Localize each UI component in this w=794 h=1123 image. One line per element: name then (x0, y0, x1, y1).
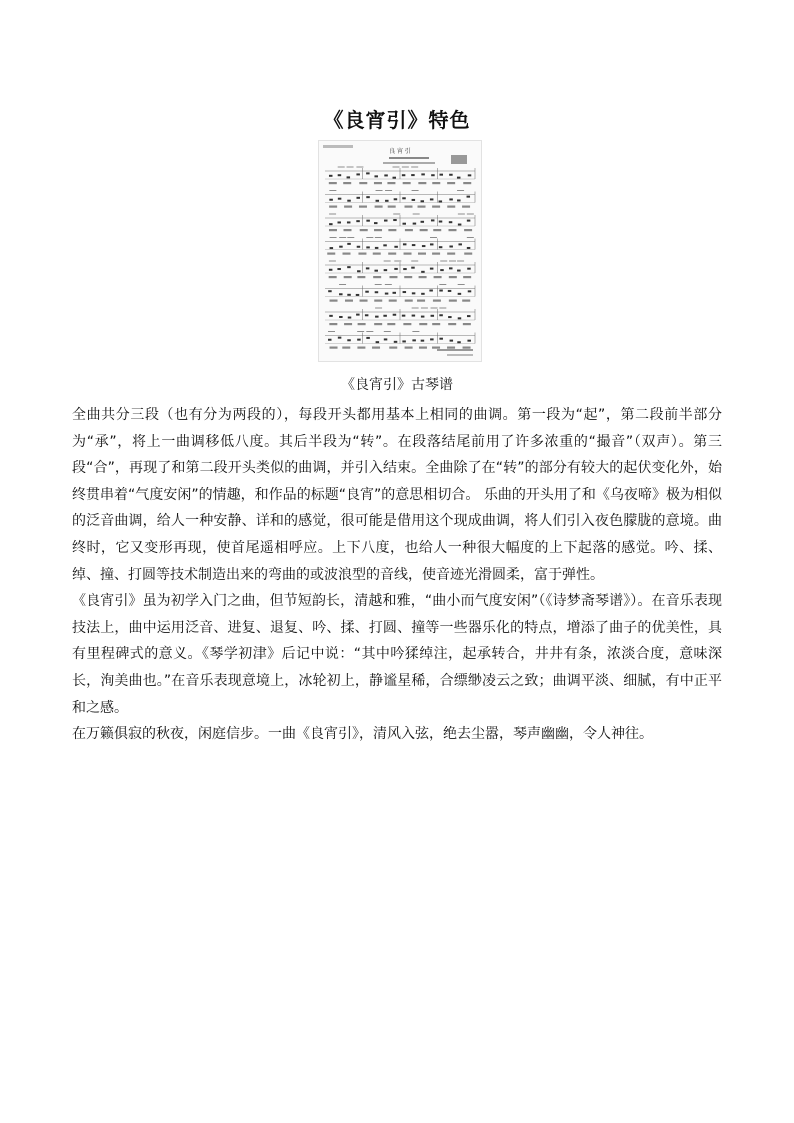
score-note (347, 243, 351, 245)
score-lyric-mark (432, 253, 440, 255)
score-note (366, 220, 370, 222)
score-note (384, 174, 388, 176)
score-note (374, 270, 378, 272)
score-note (439, 290, 443, 292)
score-lyric-mark (327, 253, 335, 255)
score-note (402, 197, 406, 199)
score-lyric-mark (432, 206, 440, 208)
score-note (403, 291, 407, 293)
score-note (468, 174, 472, 176)
score-title: 良 宵 引 (389, 148, 411, 155)
score-note (394, 198, 398, 200)
score-lyric-mark (403, 182, 411, 184)
score-header-mark (451, 155, 467, 164)
score-note (393, 219, 397, 221)
score-lyric-mark (388, 206, 396, 208)
score-note (458, 317, 462, 319)
score-lyric-mark (357, 276, 365, 278)
score-note (394, 268, 398, 270)
score-note (448, 290, 452, 292)
score-note (374, 175, 378, 177)
score-lyric-mark (418, 253, 426, 255)
score-lyric-mark (419, 276, 427, 278)
score-note (356, 197, 360, 199)
score-note (421, 293, 425, 295)
score-lyric-mark (359, 182, 367, 184)
score-note (421, 200, 425, 202)
score-lyric-mark (387, 323, 395, 325)
score-lyric-mark (462, 206, 470, 208)
score-note (402, 340, 406, 342)
score-header-mark (389, 157, 429, 159)
score-lyric-mark (329, 229, 337, 231)
score-note (366, 337, 370, 339)
score-note (366, 172, 370, 174)
score-lyric-mark (372, 347, 380, 349)
score-lyric-mark (405, 300, 413, 302)
score-note (347, 339, 351, 341)
score-lyric-mark (374, 182, 382, 184)
page-title: 《良宵引》特色 (323, 108, 471, 132)
score-note (347, 266, 351, 268)
score-note (403, 223, 407, 225)
score-lyric-mark (448, 323, 456, 325)
score-lyric-mark (420, 229, 428, 231)
score-footer-mark (437, 349, 473, 351)
score-lyric-mark (359, 206, 367, 208)
paragraph-1: 全曲共分三段（也有分为两段的），每段开头都用基本上相同的曲调。第一段为“起”，第二段前半部分为“承”，将上一曲调移低八度。其后半段为“转”。在段落结尾前用了许多浓重的“撮音”（双声）。第三段“合”，再现了和第二段开头类似的曲调，并引入结束。全曲除了在“转”的部分有较大的起伏变化外，始终贯串着“气度安闲”的情趣，和作品的标题“良宵”的意思相切合。 乐曲的开头用了和《乌夜啼》极为相似的泛音曲调，给人一种安静、详和的感觉，很可能是借用这个现成曲调，将人们引入夜色朦胧的意境。曲终时，它又变形再现，使首尾遥相呼应。上下八度，也给人一种很大幅度的上下起落的感觉。吟、揉、绰、撞、打圆等技术制造出来的弯曲的或波浪型的音线，使音迹光滑圆柔，富于弹性。 (72, 407, 722, 583)
score-lyric-mark (449, 276, 457, 278)
score-note (431, 219, 435, 221)
score-lyric-mark (433, 300, 441, 302)
score-lyric-mark (389, 300, 397, 302)
score-note (337, 221, 341, 223)
score-lyric-mark (374, 323, 382, 325)
score-lyric-mark (404, 253, 412, 255)
score-note (376, 200, 380, 202)
score-note (430, 243, 434, 245)
score-lyric-mark (447, 182, 455, 184)
score-lyric-mark (357, 347, 365, 349)
score-lyric-mark (389, 347, 397, 349)
score-lyric-mark (375, 206, 383, 208)
score-header-mark (323, 145, 353, 148)
score-note (458, 293, 462, 295)
score-note (365, 314, 369, 316)
score-lyric-mark (329, 323, 337, 325)
score-note (347, 200, 351, 202)
score-drawing (319, 141, 481, 361)
score-note (357, 270, 361, 272)
score-note (457, 177, 461, 179)
score-note (329, 315, 333, 317)
score-note (449, 267, 453, 269)
score-lyric-mark (405, 229, 413, 231)
score-note (347, 176, 351, 178)
score-note (439, 246, 443, 248)
score-lyric-mark (404, 206, 412, 208)
score-note (449, 245, 453, 247)
score-note (383, 244, 387, 246)
score-note (439, 338, 443, 340)
score-note (394, 246, 398, 248)
score-note (338, 174, 342, 176)
score-note (413, 223, 417, 225)
score-note (431, 315, 435, 317)
score-header-mark (383, 162, 435, 164)
score-lyric-mark (329, 206, 337, 208)
score-note (375, 316, 379, 318)
score-note (385, 293, 389, 295)
score-note (412, 199, 416, 201)
score-note (402, 315, 406, 317)
score-note (402, 174, 406, 176)
score-lyric-mark (373, 253, 381, 255)
score-lyric-mark (417, 300, 425, 302)
score-lyric-mark (405, 347, 413, 349)
score-note (366, 267, 370, 269)
article-body (72, 402, 722, 748)
score-lyric-mark (403, 323, 411, 325)
score-note (467, 247, 471, 249)
score-note (339, 293, 343, 295)
score-note (328, 290, 332, 292)
score-note (421, 221, 425, 223)
score-note (421, 340, 425, 342)
score-lyric-mark (329, 276, 337, 278)
score-lyric-mark (463, 323, 471, 325)
score-note (339, 246, 343, 248)
score-lyric-mark (388, 253, 396, 255)
score-note (457, 270, 461, 272)
score-note (383, 315, 387, 317)
score-lyric-mark (418, 206, 426, 208)
score-lyric-mark (463, 347, 471, 349)
score-note (384, 220, 388, 222)
score-note (458, 224, 462, 226)
score-lyric-mark (464, 229, 472, 231)
score-note (430, 198, 434, 200)
score-lyric-mark (448, 229, 456, 231)
score-note (375, 291, 379, 293)
score-lyric-mark (463, 182, 471, 184)
score-lyric-mark (342, 347, 350, 349)
score-note (411, 267, 415, 269)
score-note (449, 174, 453, 176)
score-note (357, 246, 361, 248)
score-note (421, 271, 425, 273)
score-lyric-mark (330, 300, 338, 302)
score-lyric-mark (344, 276, 352, 278)
score-lyric-mark (464, 253, 472, 255)
score-note (430, 338, 434, 340)
score-note (439, 221, 443, 223)
score-lyric-mark (342, 253, 350, 255)
score-note (457, 199, 461, 201)
score-lyric-mark (434, 276, 442, 278)
score-lyric-mark (374, 300, 382, 302)
score-note (450, 340, 454, 342)
score-lyric-mark (330, 347, 338, 349)
score-lyric-mark (432, 323, 440, 325)
score-note (329, 223, 333, 225)
score-lyric-mark (329, 182, 337, 184)
score-note (411, 174, 415, 176)
score-note (329, 269, 333, 271)
score-note (439, 314, 443, 316)
score-note (366, 196, 370, 198)
score-note (393, 314, 397, 316)
score-lyric-mark (432, 347, 440, 349)
score-note (328, 339, 332, 341)
score-note (421, 316, 425, 318)
score-note (348, 317, 352, 319)
score-note (449, 198, 453, 200)
score-note (458, 243, 462, 245)
score-lyric-mark (447, 253, 455, 255)
score-lyric-mark (358, 253, 366, 255)
score-note (430, 268, 434, 270)
score-lyric-mark (389, 276, 397, 278)
score-note (393, 177, 397, 179)
score-note (412, 315, 416, 317)
score-lyric-mark (388, 229, 396, 231)
score-lyric-mark (374, 229, 382, 231)
score-note (375, 247, 379, 249)
score-note (384, 338, 388, 340)
score-note (330, 247, 334, 249)
score-note (468, 290, 472, 292)
score-note (467, 220, 471, 222)
score-lyric-mark (463, 276, 471, 278)
score-note (439, 200, 443, 202)
score-lyric-mark (404, 276, 412, 278)
score-note (448, 316, 452, 318)
score-lyric-mark (419, 347, 427, 349)
paragraph-3: 在万籁俱寂的秋夜，闲庭信步。一曲《良宵引》，清风入弦，绝去尘嚣，琴声幽幽，令人神往。 (72, 726, 653, 743)
score-lyric-mark (358, 323, 366, 325)
score-note (467, 196, 471, 198)
score-note (338, 337, 342, 339)
paragraph-2: 《良宵引》虽为初学入门之曲，但节短韵长，清越和雅，“曲小而气度安闲”（《诗梦斋琴谱》）。在音乐表现技法上，曲中运用泛音、进复、退复、吟、揉、打圆、撞等一些器乐化的特点，增添了曲子的优美性，具有里程碑式的意义。《琴学初津》后记中说：“其中吟猱绰注，起承转合，井井有条，浓淡合度，意味深长，洵美曲也。”在音乐表现意境上，冰轮初上，静谧星稀，合缥缈凌云之致；曲调平淡、细腻，有中正平和之感。 (72, 593, 722, 716)
score-note (449, 221, 453, 223)
score-note (356, 314, 360, 316)
score-lyric-mark (345, 300, 353, 302)
score-note (347, 294, 351, 296)
score-note (393, 292, 397, 294)
score-note (403, 268, 407, 270)
score-footer-mark (447, 354, 473, 356)
score-note (384, 269, 388, 271)
score-note (467, 315, 471, 317)
score-note (394, 341, 398, 343)
score-lyric-mark (343, 182, 351, 184)
score-lyric-mark (447, 347, 455, 349)
score-note (356, 220, 360, 222)
score-note (439, 174, 443, 176)
score-lyric-mark (462, 300, 470, 302)
score-note (357, 339, 361, 341)
score-note (403, 243, 407, 245)
score-note (467, 268, 471, 270)
score-lyric-mark (433, 229, 441, 231)
figure-caption: 《良宵引》古琴谱 (341, 377, 453, 393)
score-note (329, 175, 333, 177)
score-lyric-mark (418, 182, 426, 184)
score-note (347, 221, 351, 223)
score-lyric-mark (387, 182, 395, 184)
score-lyric-mark (344, 206, 352, 208)
score-note (421, 173, 425, 175)
score-note (429, 290, 433, 292)
score-lyric-mark (344, 323, 352, 325)
score-lyric-mark (373, 276, 381, 278)
score-lyric-mark (360, 229, 368, 231)
score-note (467, 340, 471, 342)
score-note (374, 222, 378, 224)
score-note (412, 339, 416, 341)
score-note (457, 341, 461, 343)
score-lyric-mark (432, 182, 440, 184)
score-note (376, 341, 380, 343)
score-note (338, 198, 342, 200)
score-note (422, 245, 426, 247)
score-lyric-mark (419, 323, 427, 325)
score-note (337, 268, 341, 270)
score-note (365, 291, 369, 293)
score-note (356, 294, 360, 296)
score-lyric-mark (447, 206, 455, 208)
score-note (356, 173, 360, 175)
score-note (385, 200, 389, 202)
guqin-score-image (318, 140, 482, 362)
score-note (329, 199, 333, 201)
score-note (339, 316, 343, 318)
score-note (412, 244, 416, 246)
score-lyric-mark (360, 300, 368, 302)
score-note (431, 174, 435, 176)
score-note (366, 246, 370, 248)
score-note (440, 269, 444, 271)
score-note (412, 292, 416, 294)
score-lyric-mark (449, 300, 457, 302)
score-lyric-mark (343, 229, 351, 231)
